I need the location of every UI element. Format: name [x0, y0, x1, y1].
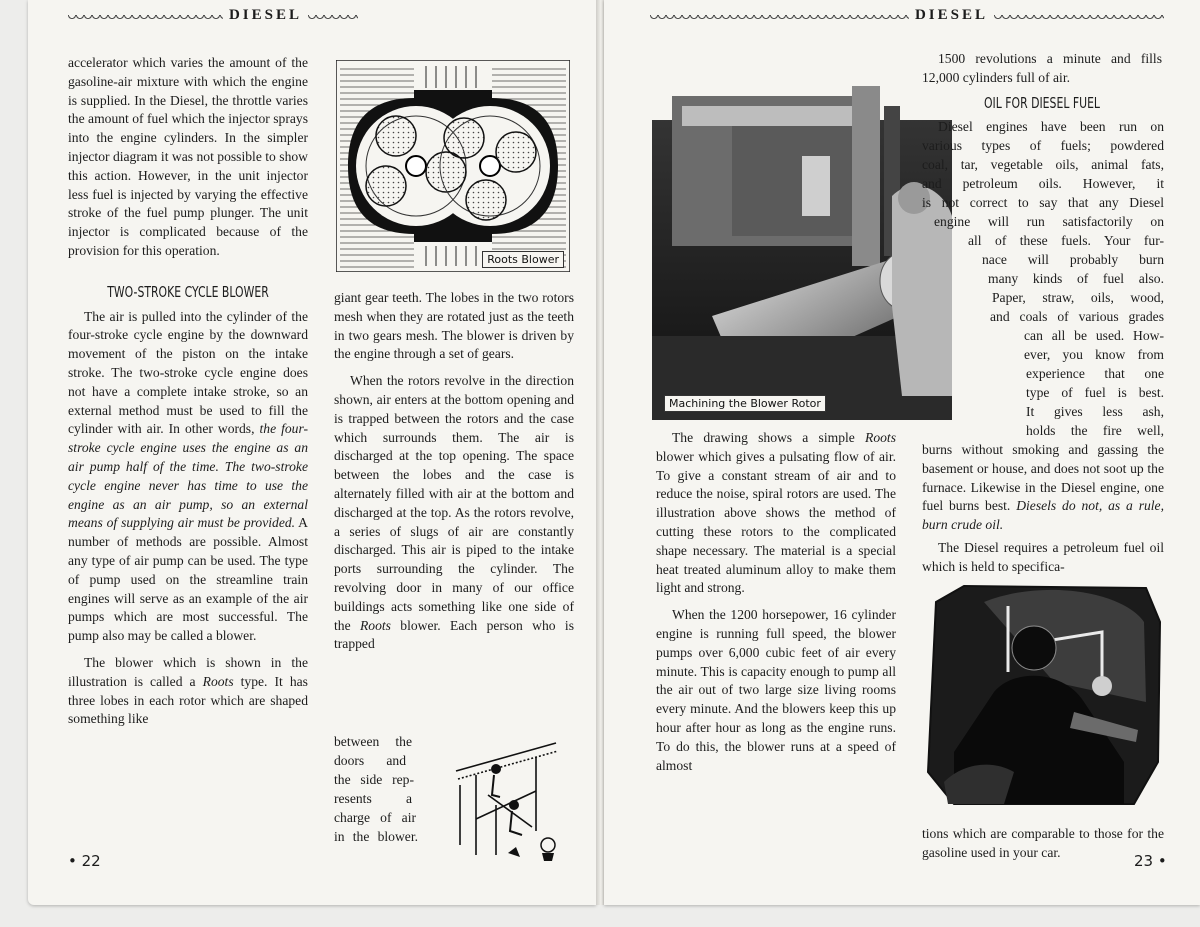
right-running-header: [650, 4, 1164, 26]
left-column-2: [334, 289, 574, 654]
header-title: DIESEL: [228, 6, 302, 23]
text-line: nace will probably burn: [982, 252, 1164, 267]
right-column-1: [656, 429, 896, 775]
text-run: blower. Each person who is trapped: [334, 617, 574, 652]
text-line: coal, tar, vegetable oils, animal fats,: [922, 157, 1164, 172]
right-column-2-runaround: [922, 118, 1164, 438]
body-paragraph: [334, 372, 574, 654]
header-title: DIESEL: [914, 6, 988, 23]
body-paragraph: When the 1200 horsepower, 16 cylinder engine is running full speed, the blower pumps over 6,000 cubic feet of air every minute. This is capacity enough to pump all the air out of two large size living rooms every minute. And the blowers keep this up hour after hour as long as the engine runs. To do this, the blower runs at a speed of almost: [656, 607, 896, 773]
text-run: The blower which is shown in the illustration is called a: [68, 654, 308, 689]
header-wave-ornament: [650, 10, 909, 20]
text-line: holds the fire well,: [1026, 423, 1164, 438]
text-run: The drawing shows a simple: [672, 430, 866, 445]
text-line: charge of air: [334, 810, 416, 825]
header-wave-ornament: [994, 10, 1164, 20]
italic-text-run: Roots: [359, 617, 391, 633]
left-column-1: [68, 54, 308, 729]
text-line: doors and: [334, 753, 406, 768]
text-line: type of fuel is best.: [1026, 385, 1164, 400]
text-line: and coals of various grades: [990, 309, 1164, 324]
text-line: resents a: [334, 791, 412, 806]
text-line: engine will run satisfactorily on: [934, 214, 1164, 229]
left-page: [28, 0, 596, 905]
text-run: burns without smoking and gassing the basement or house, and does not soot up the furnace. Likewise in the Diesel engine, one fuel burns best.: [922, 442, 1164, 514]
fuel-worker-art: [924, 582, 1164, 808]
photo-caption: Machining the Blower Rotor: [664, 395, 826, 412]
left-column-2-tail: [334, 733, 418, 853]
body-paragraph: tions which are comparable to those for the gasoline used in your car.: [922, 826, 1164, 860]
revolving-door-figure: [436, 735, 571, 865]
section-heading: TWO-STROKE CYCLE BLOWER: [107, 282, 269, 301]
header-wave-ornament: [68, 10, 223, 20]
page-number: • 22: [68, 852, 101, 870]
right-column-2: [922, 50, 1162, 114]
text-line: between the: [334, 734, 412, 749]
body-paragraph: giant gear teeth. The lobes in the two rotors mesh when they are rotated just as the teeth in two gears mesh. The blower is driven by the engine through a set of gears.: [334, 290, 574, 362]
text-line: ever, you know from: [1024, 347, 1164, 362]
book-gutter: [596, 0, 604, 905]
italic-text-run: Diesels do not, as a rule, burn crude oil.: [922, 498, 1164, 533]
text-line: is not correct to say that any Diesel: [922, 195, 1164, 210]
body-paragraph: accelerator which varies the amount of the gasoline-air mixture with which the engine is supplied. In the Diesel, the throttle varies the amount of fuel which the injector sprays into the engine cylinders. In the simpler injector diagram it was not possible to show this action. However, in the unit injector less fuel is injected by varying the effective stroke of the fuel pump plunger. The unit injector is complicated because of the provision for this operation.: [68, 55, 308, 258]
text-line: the side rep-: [334, 772, 414, 787]
body-paragraph: 1500 revolutions a minute and fills 12,000 cylinders full of air.: [922, 51, 1162, 85]
roots-blower-diagram: [336, 60, 570, 272]
text-line: all of these fuels. Your fur-: [968, 233, 1164, 248]
italic-text-run: the four-stroke cycle engine uses the engine as an air pump half of the time. The two-stroke cycle engine never has time to use the engine as an air pump, so an external means of supplying air must be provided.: [68, 421, 309, 531]
italic-text-run: Roots: [202, 673, 234, 689]
section-heading: OIL FOR DIESEL FUEL: [983, 93, 1101, 112]
text-line: Diesel engines have been run on: [938, 119, 1164, 134]
fuel-worker-illustration: [924, 582, 1164, 808]
header-wave-ornament: [308, 10, 358, 20]
text-line: in the blower.: [334, 829, 418, 844]
right-column-2-continued: [922, 441, 1164, 577]
text-line: Paper, straw, oils, wood,: [992, 290, 1164, 305]
text-line: experience that one: [1026, 366, 1164, 381]
text-line: It gives less ash,: [1026, 404, 1164, 419]
text-run: The air is pulled into the cylinder of the four-stroke cycle engine by the downward movement of the piston on the intake stroke. The two-stroke cycle engine does not have a complete intake stroke, so an external method must be used to fill the cylinder with air. In other words,: [68, 308, 308, 437]
italic-text-run: Roots: [865, 430, 896, 445]
body-paragraph: [656, 429, 896, 598]
text-run: blower which gives a pulsating flow of air. To give a constant stream of air and to reduce the noise, spiral rotors are used. The illustration above shows the method of cutting these rotors to the complicated shape necessary. The material is a special heat treated aluminum alloy to make them light and strong.: [656, 448, 896, 596]
right-column-2-end: [922, 825, 1164, 863]
text-run: type. It has three lobes in each rotor which are shaped something like: [68, 673, 308, 727]
body-paragraph: [68, 308, 308, 646]
left-running-header: [68, 4, 358, 26]
body-paragraph: [922, 441, 1164, 535]
text-line: many kinds of fuel also.: [988, 271, 1164, 286]
body-paragraph: [68, 654, 308, 729]
body-paragraph: The Diesel requires a petroleum fuel oil which is held to specifica-: [922, 539, 1164, 574]
text-run: A number of methods are possible. Almost any type of air pump can be used. The type of pump used on the streamline train engines will serve as an example of the air pumps which are most successful. The pump also may be called a blower.: [68, 515, 308, 644]
text-line: various types of fuels; powdered: [922, 138, 1164, 153]
revolving-door-sketch: [436, 735, 571, 865]
right-page: [604, 0, 1200, 905]
text-line: can all be used. How-: [1024, 328, 1164, 343]
figure-caption: Roots Blower: [482, 251, 564, 268]
roots-blower-figure: [336, 60, 570, 272]
page-number: 23 •: [1134, 852, 1167, 870]
text-run: When the rotors revolve in the direction shown, air enters at the bottom opening and is trapped between the rotors and the case which surrounds them. The air is discharged at the top opening. The space between the lobes and the case is alternately filled with air at the bottom and discharged at the top. As the rotors revolve, a series of slugs of air are constantly discharged. This air is piped to the intake ports surrounding the cylinder. The revolving door in many of our office buildings acts something like one side of the: [334, 373, 574, 633]
text-line: and petroleum oils. However, it: [922, 176, 1164, 191]
